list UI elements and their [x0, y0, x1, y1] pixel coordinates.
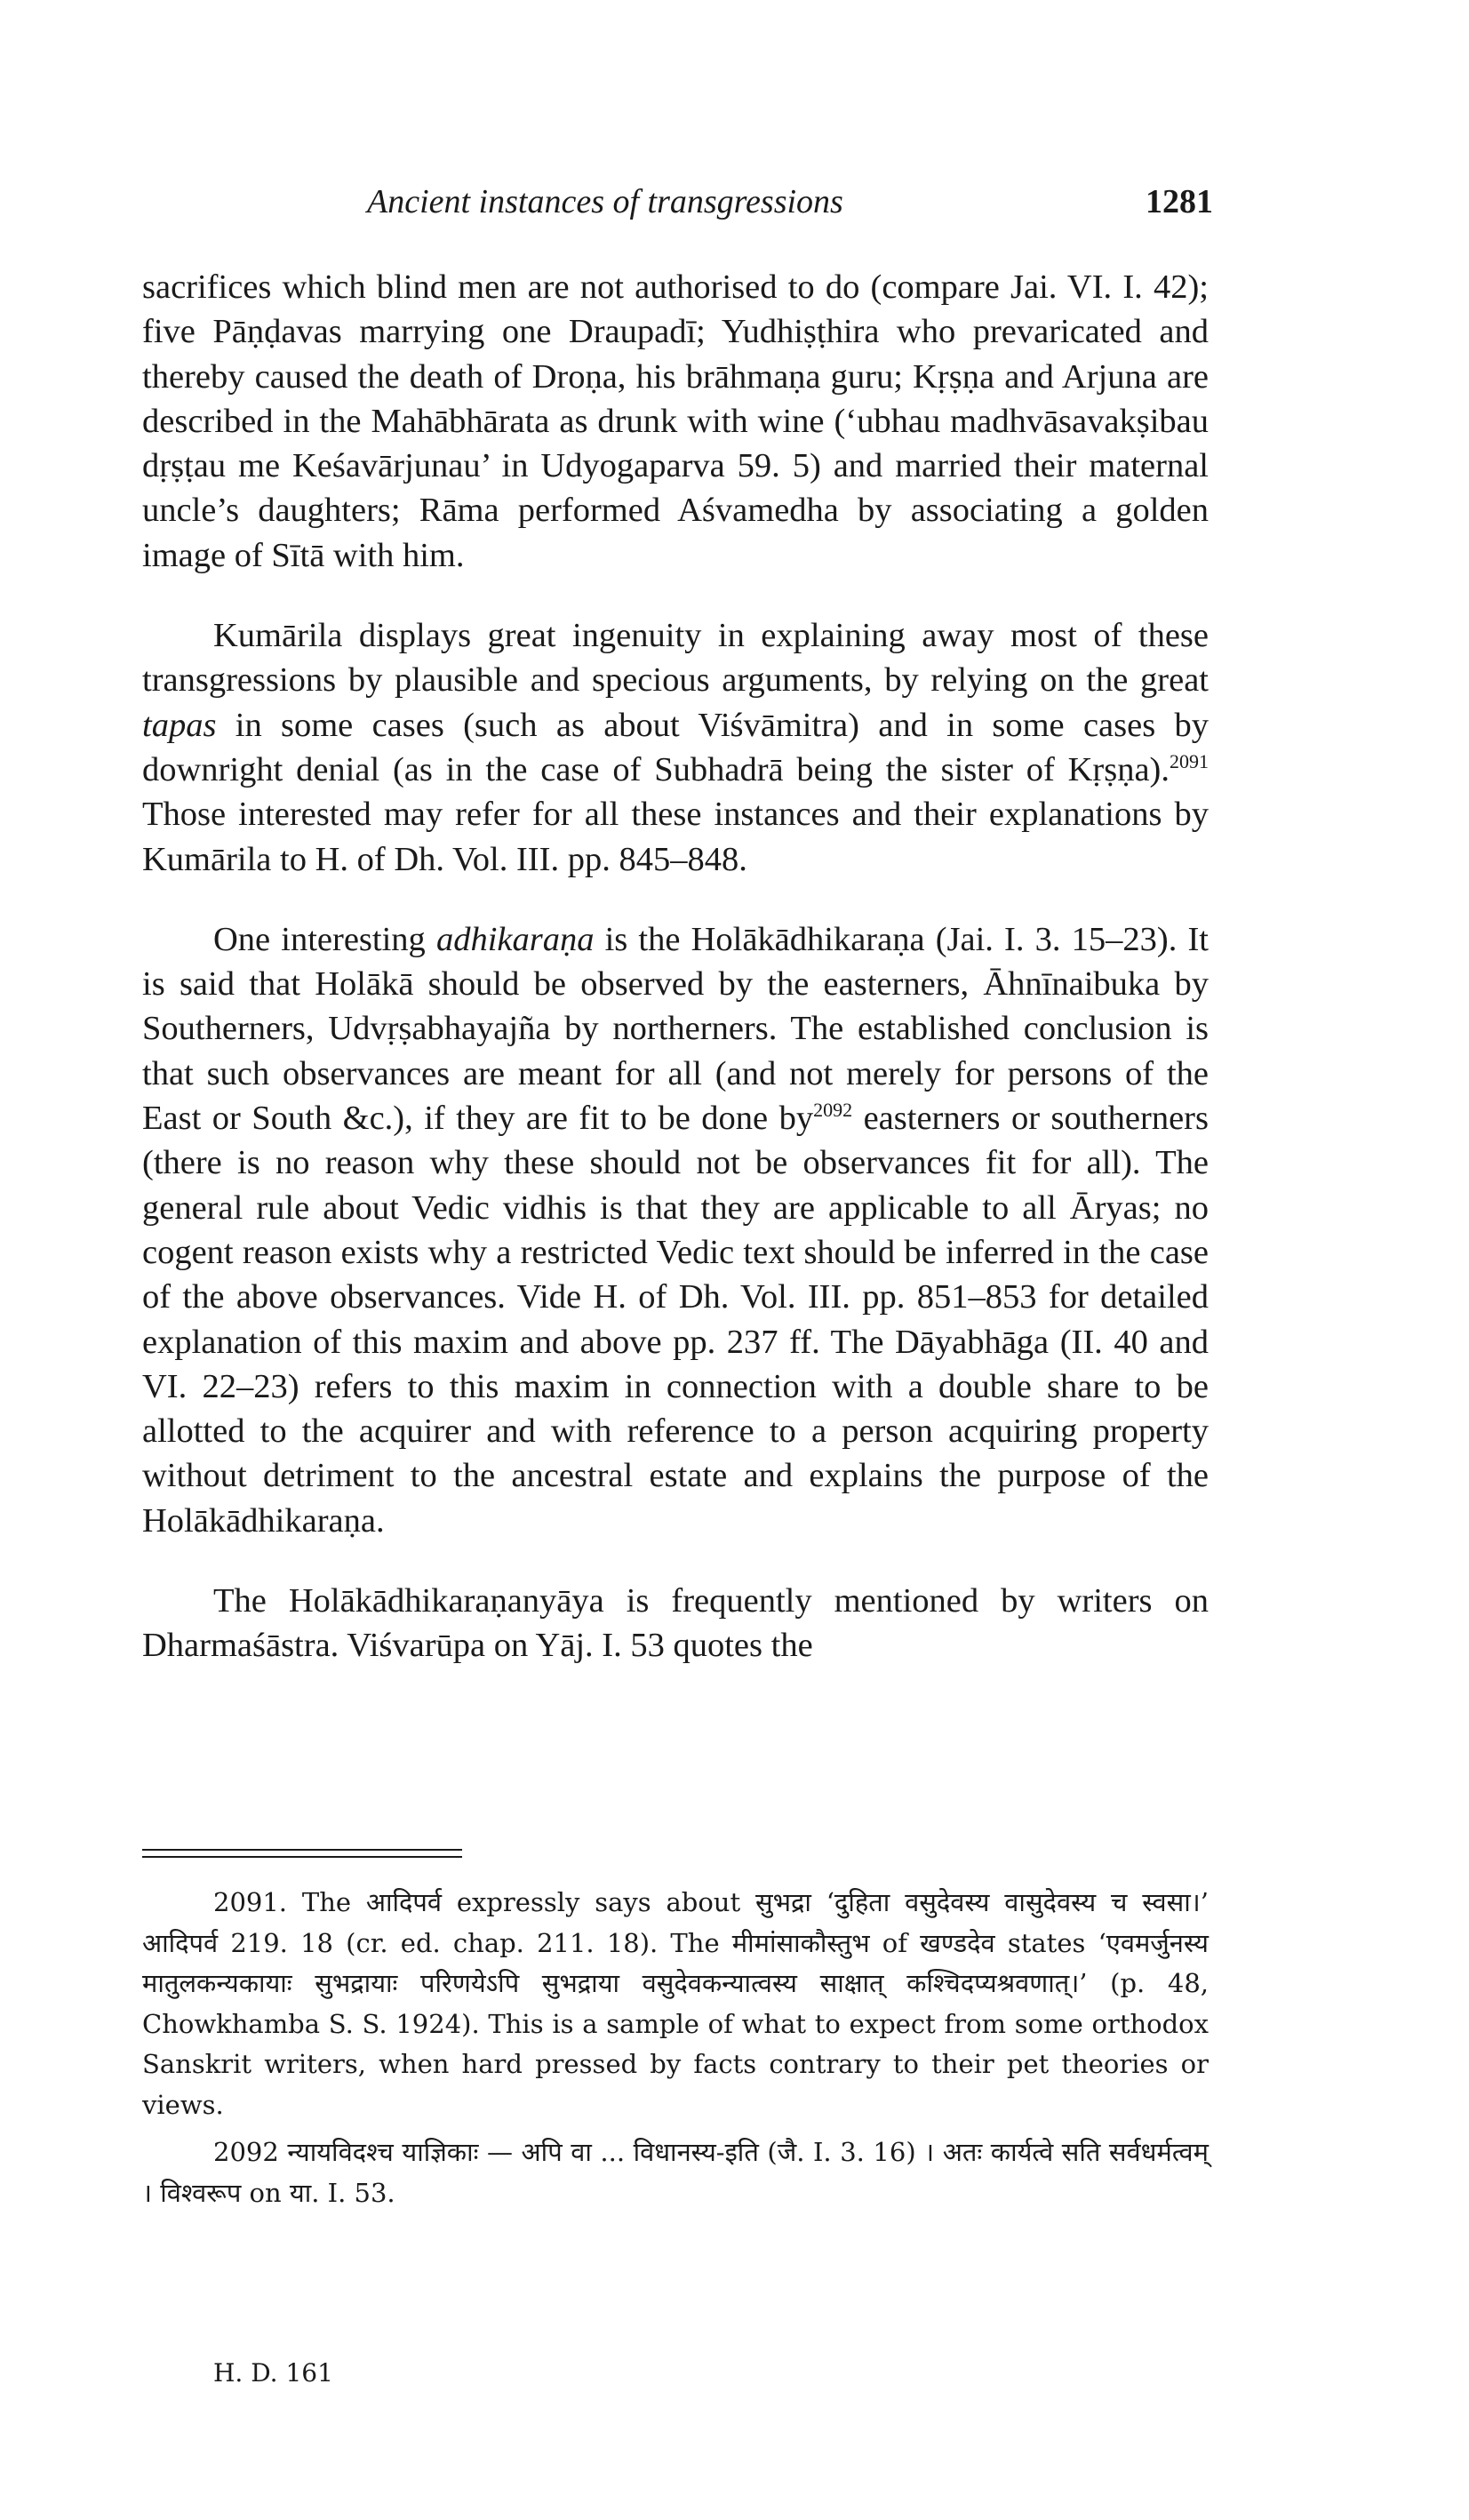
paragraph-3-text-b: is the Holākādhikaraṇa (Jai. I. 3. 15–23). It is said that Holākā should be observed by the easterners, Āhnīnaibuka by Southerners, Udvṛṣabhayajña by northerners. The established conclusion is that such observances are meant for all (and not merely for persons of the East or South &c.), if they are fit to be done by: [142, 920, 1209, 1138]
signature-mark: H. D. 161: [213, 2358, 333, 2388]
page-number: 1281: [1146, 183, 1213, 220]
paragraph-4: The Holākādhikaraṇanyāya is frequently mentioned by writers on Dharmaśāstra. Viśvarūpa on Yāj. I. 53 quotes the: [142, 1582, 1209, 1665]
paragraph-2-text-a: Kumārila displays great ingenuity in explaining away most of these transgressions by plausible and specious arguments, by relying on the great: [142, 617, 1209, 700]
running-head: Ancient instances of transgressions: [367, 183, 843, 220]
paragraph-1: sacrifices which blind men are not authorised to do (compare Jai. VI. I. 42); five Pāṇḍavas marrying one Draupadī; Yudhiṣṭhira who prevaricated and thereby caused the death of Droṇa, his brāhmaṇa guru; Kṛṣṇa and Arjuna are described in the Mahābhārata as drunk with wine (‘ubhau madhvāsavakṣibau dṛṣṭau me Keśavārjunau’ in Udyogaparva 59. 5) and married their maternal uncle’s daughters; Rāma performed Aśvamedha by associating a golden image of Sītā with him.: [142, 268, 1209, 574]
footnote-ref-2091: 2091: [1170, 750, 1209, 773]
paragraph-2: [142, 613, 1209, 882]
paragraph-3: [142, 917, 1209, 1543]
paragraph-3-text-a: One interesting: [213, 920, 436, 958]
paragraph-3-text-c: easterners or southerners (there is no reason why these should not be observances fit for all). The general rule about Vedic vidhis is that they are applicable to all Āryas; no cogent reason exists why a restricted Vedic text should be inferred in the case of the above observances. Vide H. of Dh. Vol. III. pp. 851–853 for detailed explanation of this maxim and above pp. 237 ff. The Dāyabhāga (II. 40 and VI. 22–23) refers to this maxim in connection with a double share to be allotted to the acquirer and with reference to a person acquiring property without detriment to the ancestral estate and explains the purpose of the Holākādhikaraṇa.: [142, 1100, 1209, 1540]
paragraph-2-italic: tapas: [142, 706, 217, 744]
footnote-rule-bottom: [142, 1856, 462, 1858]
paragraph-2-text-c: Those interested may refer for all these instances and their explanations by Kumārila to H. of Dh. Vol. III. pp. 845–848.: [142, 796, 1209, 878]
paragraph-2-text-b: in some cases (such as about Viśvāmitra) and in some cases by downright denial (as in the case of Subhadrā being the sister of Kṛṣṇa).: [142, 706, 1209, 788]
footnote-2092: 2092 न्यायविदश्च याज्ञिकाः — अपि वा ... विधानस्य-इति (जै. I. 3. 16) । अतः कार्यत्वे सति सर्वधर्मत्वम् । विश्वरूप on या. I. 53.: [142, 2137, 1209, 2208]
footnote-2091: 2091. The आदिपर्व expressly says about सुभद्रा ‘दुहिता वसुदेवस्य वासुदेवस्य च स्वसा।’ आदिपर्व 219. 18 (cr. ed. chap. 211. 18). The मीमांसाकौस्तुभ of खण्डदेव states ‘एवमर्जुनस्य मातुलकन्यकायाः सुभद्रायाः परिणयेऽपि सुभद्राया वसुदेवकन्यात्वस्य साक्षात् कश्चिदप्यश्रवणात्।’ (p. 48, Chowkhamba S. S. 1924). This is a sample of what to expect from some orthodox Sanskrit writers, when hard pressed by facts contrary to their pet theories or views.: [142, 1887, 1209, 2120]
footnote-rule-top: [142, 1849, 462, 1851]
page-header: [209, 182, 1213, 221]
body-text: [142, 265, 1209, 1704]
footnote-ref-2092: 2092: [813, 1099, 853, 1122]
footnotes: [142, 1883, 1209, 2220]
paragraph-3-italic: adhikaraṇa: [435, 920, 595, 958]
